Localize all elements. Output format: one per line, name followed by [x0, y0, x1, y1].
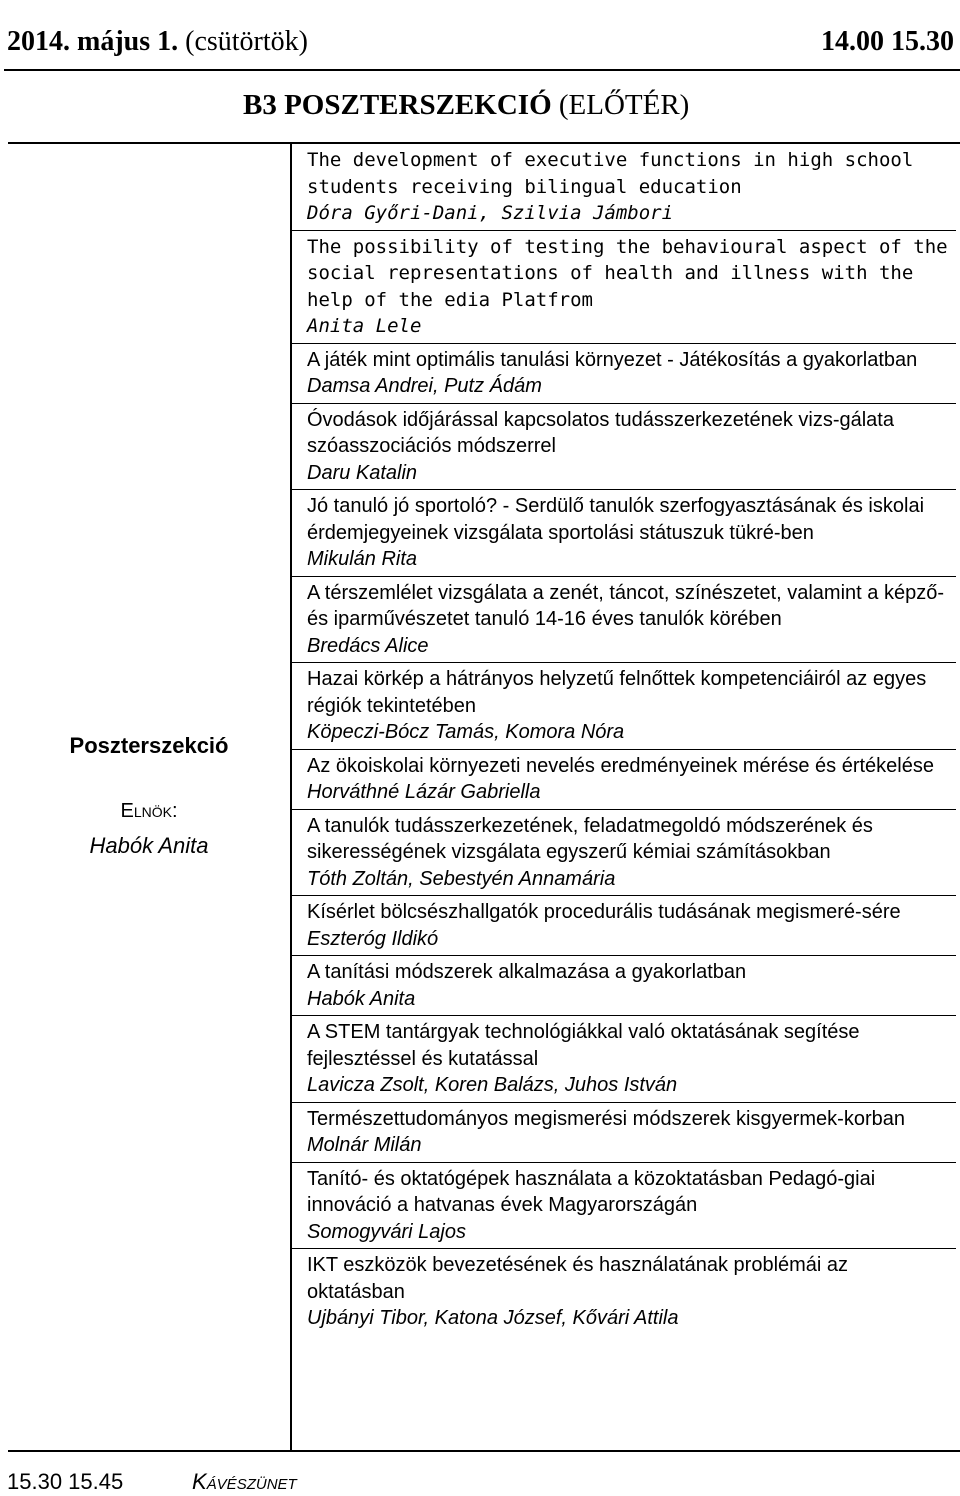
- presentation-authors: Eszteróg Ildikó: [307, 927, 439, 950]
- presentation-title: Az ökoiskolai környezeti nevelés eredményeinek mérése és értékelése: [307, 754, 934, 777]
- presentation-title: IKT eszközök bevezetésének és használatának problémái az oktatásban: [307, 1254, 849, 1303]
- presentation-authors: Tóth Zoltán, Sebestyén Annamária: [307, 867, 616, 890]
- presentation-item: [292, 1102, 956, 1162]
- footer-divider: [8, 1450, 960, 1452]
- session-name: Poszterszekció: [69, 733, 229, 758]
- presentation-authors: Köpeczi-Bócz Tamás, Komora Nóra: [307, 721, 625, 743]
- presentation-authors: Lavicza Zsolt, Koren Balázs, Juhos István: [307, 1074, 678, 1096]
- presentation-item: [292, 895, 956, 955]
- session-time: 14.00 15.30: [821, 26, 954, 57]
- session-info-column: [8, 144, 290, 1450]
- break-time: 15.30 15.45: [7, 1469, 124, 1494]
- presentation-authors: Habók Anita: [307, 987, 416, 1010]
- presentation-authors: Damsa Andrei, Putz Ádám: [307, 375, 542, 397]
- presentation-authors: Mikulán Rita: [307, 548, 418, 570]
- presentation-title: A térszemlélet vizsgálata a zenét, táncot, színészetet, valamint a képző- és iparművészetet tanuló 14-16 éves tanulók körében: [307, 581, 944, 630]
- presentation-title: Természettudományos megismerési módszerek kisgyermek-korban: [307, 1107, 905, 1130]
- presentation-title: The development of executive functions in high school students receiving bilingual education: [307, 149, 914, 198]
- presentation-authors: Dóra Győri-Dani, Szilvia Jámbori: [307, 202, 674, 224]
- presentation-title: Jó tanuló jó sportoló? - Serdülő tanulók szerfogyasztásának és iskolai érdemjegyeinek vizsgálata sportolási státuszuk tükré-ben: [307, 495, 925, 544]
- presentation-authors: Molnár Milán: [307, 1134, 422, 1156]
- presentation-item: [292, 144, 956, 230]
- presentation-authors: Ujbányi Tibor, Katona József, Kővári Attila: [307, 1307, 679, 1329]
- presentation-title: Óvodások időjárással kapcsolatos tudásszerkezetének vizs-gálata szóasszociációs módszerrel: [307, 408, 894, 457]
- presentation-item: [292, 489, 956, 576]
- section-place: (ELŐTÉR): [558, 89, 690, 121]
- presentation-authors: Anita Lele: [307, 315, 422, 337]
- presentation-title: Hazai körkép a hátrányos helyzetű felnőttek kompetenciáiról az egyes régiók tekintetében: [307, 668, 927, 717]
- presentation-title: A STEM tantárgyak technológiákkal való oktatásának segítése fejlesztéssel és kutatással: [307, 1021, 860, 1070]
- presentation-item: [292, 1015, 956, 1102]
- presentation-title: A játék mint optimális tanulási környezet - Játékosítás a gyakorlatban: [307, 348, 918, 371]
- presentation-authors: Somogyvári Lajos: [307, 1220, 466, 1243]
- chair-label-text: Elnök:: [120, 800, 178, 822]
- break-label: Kávészünet: [192, 1469, 297, 1494]
- page-header: [0, 0, 960, 121]
- presentation-title: A tanulók tudásszerkezetének, feladatmegoldó módszerének és sikerességének vizsgálata egyszerű kémiai számításokban: [307, 814, 873, 863]
- session-date: [7, 24, 308, 60]
- section-title: [243, 87, 689, 123]
- presentation-item: [292, 955, 956, 1015]
- presentation-item: [292, 1162, 956, 1249]
- date-text: 2014. május 1.: [7, 26, 179, 57]
- presentation-item: [292, 403, 956, 490]
- presentation-list: [292, 144, 956, 1335]
- presentation-title: A tanítási módszerek alkalmazása a gyakorlatban: [307, 961, 747, 983]
- chair-name: Habók Anita: [89, 833, 209, 858]
- section-code: B3 POSZTERSZEKCIÓ: [243, 89, 552, 121]
- presentation-item: [292, 576, 956, 663]
- presentation-authors: Bredács Alice: [307, 634, 429, 657]
- presentation-item: [292, 749, 956, 809]
- chair-label: [8, 798, 290, 824]
- presentation-title: Tanító- és oktatógépek használata a közoktatásban Pedagó-giai innováció a hatvanas évek Magyarországán: [307, 1167, 876, 1216]
- presentation-title: Kísérlet bölcsészhallgatók procedurális tudásának megismeré-sére: [307, 901, 901, 923]
- weekday-text: (csütörtök): [185, 26, 308, 57]
- presentation-authors: Horváthné Lázár Gabriella: [307, 781, 541, 803]
- presentation-item: [292, 230, 956, 343]
- presentation-item: [292, 343, 956, 403]
- presentation-item: [292, 809, 956, 896]
- presentation-title: The possibility of testing the behavioural aspect of the social representations of health and illness with the help of the edia Platfrom: [307, 235, 948, 311]
- header-divider: [4, 69, 960, 71]
- presentation-item: [292, 662, 956, 749]
- presentation-authors: Daru Katalin: [307, 461, 418, 484]
- presentation-item: [292, 1248, 956, 1335]
